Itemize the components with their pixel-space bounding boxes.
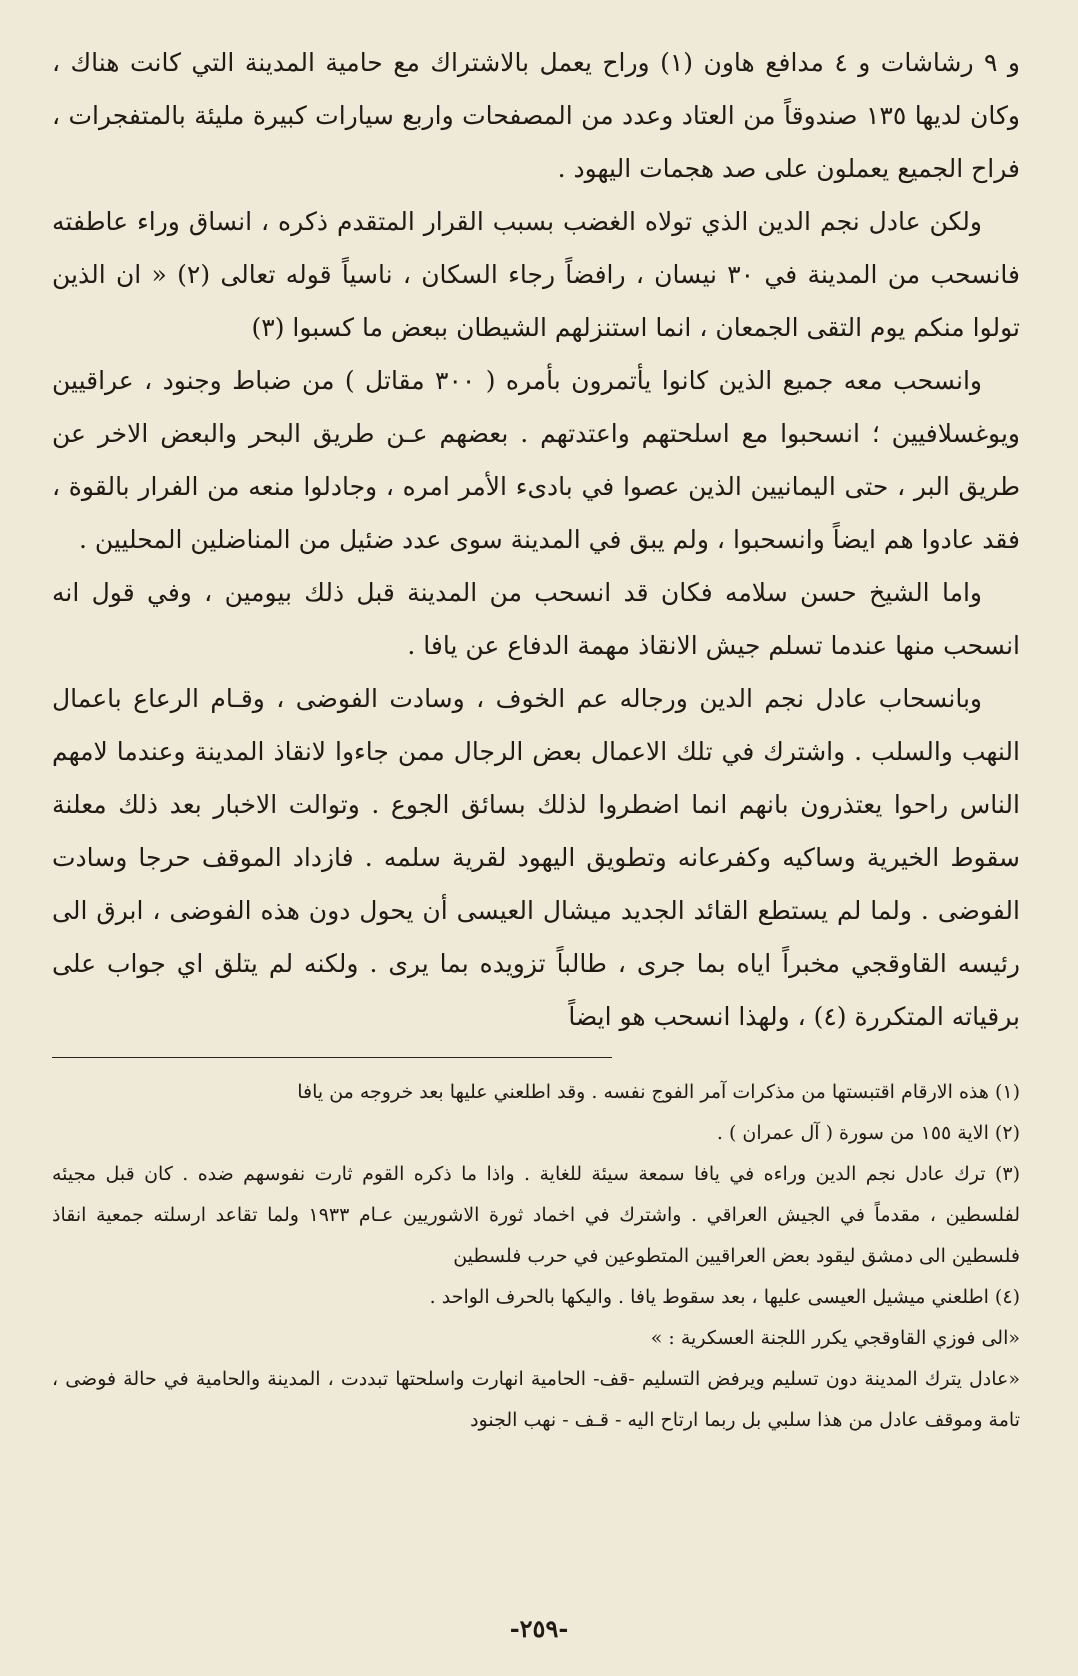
main-text xyxy=(52,36,1020,1043)
paragraph-4: واما الشيخ حسن سلامه فكان قد انسحب من المدينة قبل ذلك بيومين ، وفي قول انه انسحب منها عندما تسلم جيش الانقاذ مهمة الدفاع عن يافا . xyxy=(52,578,1020,660)
paragraph-3: وانسحب معه جميع الذين كانوا يأتمرون بأمره ( ٣٠٠ مقاتل ) من ضباط وجنود ، عراقيين ويوغسلافيين ؛ انسحبوا مع اسلحتهم واعتدتهم . بعضهم عـن طريق البحر والبعض الاخر عن طريق البر ، حتى اليمانيين الذين عصوا في بادىء الأمر امره ، وجادلوا منعه من الفرار بالقوة ، فقد عادوا هم ايضاً وانسحبوا ، ولم يبق في المدينة سوى عدد ضئيل من المناضلين المحليين . xyxy=(52,366,1020,554)
footnote-1: (١) هذه الارقام اقتبستها من مذكرات آمر الفوج نفسه . وقد اطلعني عليها بعد خروجه من يافا xyxy=(297,1081,1020,1103)
footnote-4: (٤) اطلعني ميشيل العيسى عليها ، بعد سقوط يافا . واليكها بالحرف الواحد . xyxy=(429,1286,1020,1308)
footnote-divider xyxy=(52,1057,612,1058)
footnotes xyxy=(52,1072,1020,1441)
paragraph-2: ولكن عادل نجم الدين الذي تولاه الغضب بسبب القرار المتقدم ذكره ، انساق وراء عاطفته فانسحب من المدينة في ٣٠ نيسان ، رافضاً رجاء السكان ، ناسياً قوله تعالى (٢) « ان الذين تولوا منكم يوم التقى الجمعان ، انما استنزلهم الشيطان ببعض ما كسبوا (٣) xyxy=(52,207,1020,342)
footnote-2: (٢) الاية ١٥٥ من سورة ( آل عمران ) . xyxy=(716,1122,1020,1144)
footnote-3: (٣) ترك عادل نجم الدين وراءه في يافا سمعة سيئة للغاية . واذا ما ذكره القوم ثارت نفوسهم ضده . كان قبل مجيئه لفلسطين ، مقدماً في الجيش العراقي . واشترك في اخماد ثورة الاشوريين عـام ١٩٣٣ ولما تقاعد ارسلته جمعية انقاذ فلسطين الى دمشق ليقود بعض العراقيين المتطوعين في حرب فلسطين xyxy=(52,1163,1021,1267)
page-number: -٢٥٩- xyxy=(509,1614,569,1643)
paragraph-5: وبانسحاب عادل نجم الدين ورجاله عم الخوف ، وسادت الفوضى ، وقـام الرعاع باعمال النهب والسلب . واشترك في تلك الاعمال بعض الرجال ممن جاءوا لانقاذ المدينة وعندما لامهم الناس راحوا يعتذرون بانهم انما اضطروا لذلك بسائق الجوع . وتوالت الاخبار بعد ذلك معلنة سقوط الخيرية وساكيه وكفرعانه وتطويق اليهود لقرية سلمه . فازداد الموقف حرجا وسادت الفوضى . ولما لم يستطع القائد الجديد ميشال العيسى أن يحول دون هذه الفوضى ، ابرق الى رئيسه القاوقجي مخبراً اياه بما جرى ، طالباً تزويده بما يرى . ولكنه لم يتلق اي جواب على برقياته المتكررة (٤) ، ولهذا انسحب هو ايضاً xyxy=(52,684,1020,1031)
footnote-4-quote-body: «عادل يترك المدينة دون تسليم ويرفض التسليم -قف- الحامية انهارت واسلحتها تبددت ، المدينة والحامية في حالة فوضى ، تامة وموقف عادل من هذا سلبي بل ربما ارتاح اليه - قـف - نهب الجنود xyxy=(52,1368,1020,1431)
footnote-4-quote-header: «الى فوزي القاوقجي يكرر اللجنة العسكرية : » xyxy=(650,1327,1020,1349)
paragraph-1: و ٩ رشاشات و ٤ مدافع هاون (١) وراح يعمل بالاشتراك مع حامية المدينة التي كانت هناك ، وكان لديها ١٣٥ صندوقاً من العتاد وعدد من المصفحات واربع سيارات كبيرة مليئة بالمتفجرات ، فراح الجميع يعملون على صد هجمات اليهود . xyxy=(52,48,1020,183)
